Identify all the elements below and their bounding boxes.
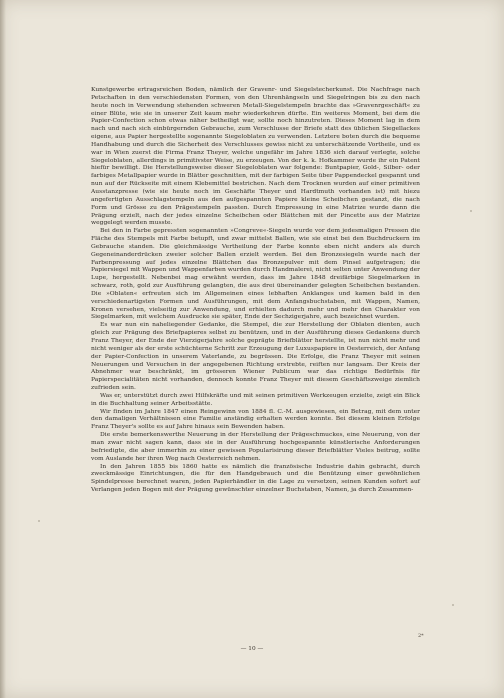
paragraph-6: Die erste bemerkenswerthe Neuerung in der Herstellung der Prägeschmuckes, eine Neuerung, von der man zwar nicht sagen kann, dass sie in der Ausführung hochgespannte künstlerische Anforderungen befriedigte, die aber immerhin zu einer gewissen Popularisirung dieser Briefblätter Vieles beitrug, sollte vom Auslande her ihren Weg nach Oesterreich nehmen.	[91, 431, 420, 462]
paragraph-4: Was er, unterstützt durch zwei Hilfskräfte und mit seinen primitiven Werkzeugen erzielte, zeigt ein Blick in die Buchhaltung seiner Arbeitsstätte.	[91, 391, 420, 407]
page-edge-shadow	[0, 0, 6, 698]
page-number: — 10 —	[240, 646, 264, 652]
body-text	[91, 86, 420, 494]
paper-speck	[452, 604, 454, 606]
paragraph-2: Bei den in Farbe gepressten sogenannten »Congreve«-Siegeln wurde vor dem jedesmaligen Pressen die Fläche des Stempels mit Farbe betupft, und zwar mittelst Ballen, wie sie einst bei den Buchdruckern im Gebrauche standen. Die gleichmässige Vertheilung der Farbe konnte eben nicht anders als durch Gegeneinanderdrücken zweier solcher Ballen erzielt werden. Bei den Bronzesiegeln wurde nach der Farbenpressung auf jedes einzelne Blättchen das Bronzepulver mit dem Pinsel aufgetragen; die Papiersiegel mit Wappen und Wappenfarben wurden durch Handmalerei, nicht selten unter Anwendung der Lupe, hergestellt. Nebenbei mag erwähnt werden, dass im Jahre 1848 dreifärbige Siegelmarken in schwarz, roth, gold zur Ausführung gelangten, die aus drei übereinander gelegten Scheibchen bestanden. Die »Oblaten« erfreuten sich im Allgemeinen eines lebhaften Anklanges und kamen bald in den verschiedenartigsten Formen und Ausführungen, mit dem Anfangsbuchstaben, mit Wappen, Namen, Kronen versehen, vielseitig zur Anwendung, und erhielten dadurch mehr und mehr den Charakter von Siegelmarken, mit welchem Ausdrucke sie später, Ende der Sechzigerjahre, auch bezeichnet wurden.	[91, 227, 420, 321]
paper-speck	[38, 520, 40, 522]
paper-speck	[470, 210, 472, 212]
paragraph-1: Kunstgewerbe ertragsreichen Boden, nämlich der Gravenr- und Siegelstecherkunst. Die Nachfrage nach Petschaften in den verschiedensten Formen, von den Uhrenhängseln und Siegelringen bis zu den nach heute noch in Verwendung stehenden schweren Metall-Siegelstempeln brachte das »Gravenrgeschäft« zu einer Blüte, wie sie in unserer Zeit kaum mehr wiederkehren dürfte. Ein weiteres Moment, bei dem die Papier-Confection schon etwas näher betheiligt war, sollte noch hinzutreten. Dieses Moment lag in dem nach und nach sich einbürgernden Gebrauche, zum Verschlusse der Briefe statt des üblichen Siegellackes eigene, aus Papier hergestellte sogenannte Siegeloblaten zu verwenden. Letztere boten durch die bequeme Handhabung und durch die Sicherheit des Verschlusses gewiss nicht zu unterschätzende Vortheile, und es war in Wien zuerst die Firma Franz Theyer, welche ungefähr im Jahre 1836 sich darauf verlegte, solche Siegeloblaten, allerdings in primitivster Weise, zu erzeugen. Von der k. k. Hofkammer wurde ihr ein Patent hiefür bewilligt. Die Herstellungsweise dieser Siegeloblaten war folgende: Buntpapier, Gold-, Silber- oder farbiges Metallpapier wurde in Blätter geschnitten, mit der farbigen Seite über Pappendeckel gespannt und nun auf der Rückseite mit einem Klebemittel bestrichen. Nach dem Trocknen wurden auf einer primitiven Ausstanzpresse (wie sie heute noch im Geschäfte Theyer und Hardtmuth vorhanden ist) mit hiezu angefertigten Ausschlagstempeln aus den aufgespannten Papiere kleine Scheibchen gestanzt, die nach Form und Grösse zu den Prägestempeln passten. Durch Empressung in eine Matrize wurde dann die Prägung erzielt, nach der jedes einzelne Scheibchen oder Blättchen mit der Pincette aus der Matrize weggelegt werden musste.	[91, 86, 420, 227]
paragraph-5: Wir finden im Jahre 1847 einen Reingewinn von 1884 fl. C.-M. ausgewiesen, ein Betrag, mit dem unter den damaligen Verhältnissen eine Familie anständig erhalten werden konnte. Bei diesem kleinen Erfolge Franz Theyer's sollte es auf Jahre hinaus sein Bewenden haben.	[91, 407, 420, 431]
paragraph-3: Es war nun ein naheliegender Gedanke, die Stempel, die zur Herstellung der Oblaten dienten, auch gleich zur Prägung des Briefpapieres selbst zu benützen, und in der Ausführung dieses Gedankens durch Franz Theyer, der Ende der Vierzigerjahre solche geprägte Briefblätter herstellte, ist nun nicht mehr und nicht weniger als der erste schüchterne Schritt zur Erzeugung der Luxuspapiere in Oesterreich, der Anfang der Papier-Confection in unserem Vaterlande, zu begrüssen. Die Erfolge, die Franz Theyer mit seinen Neuerungen und Versuchen in der angegebenen Richtung erstrebte, reiften nur langsam. Der Kreis der Abnehmer war beschränkt, im grösseren Wiener Publicum war das richtige Bedürfnis für Papierspecialitäten nicht vorhanden, dennoch konnte Franz Theyer mit diesem Geschäftszweige ziemlich zufrieden sein.	[91, 321, 420, 392]
paragraph-7: In den Jahren 1855 bis 1860 hatte es nämlich die französische Industrie dahin gebracht, durch zweckmässige Einrichtungen, die für den Handgebrauch und die Benützung einer gewöhnlichen Spindelpresse berechnet waren, jeden Papierhändler in die Lage zu versetzen, seinen Kunden sofort auf Verlangen jeden Bogen mit der Prägung gewünschter einzelner Buchstaben, Namen, ja durch Zusammen-	[91, 462, 420, 494]
signature-mark: 2*	[418, 633, 424, 639]
